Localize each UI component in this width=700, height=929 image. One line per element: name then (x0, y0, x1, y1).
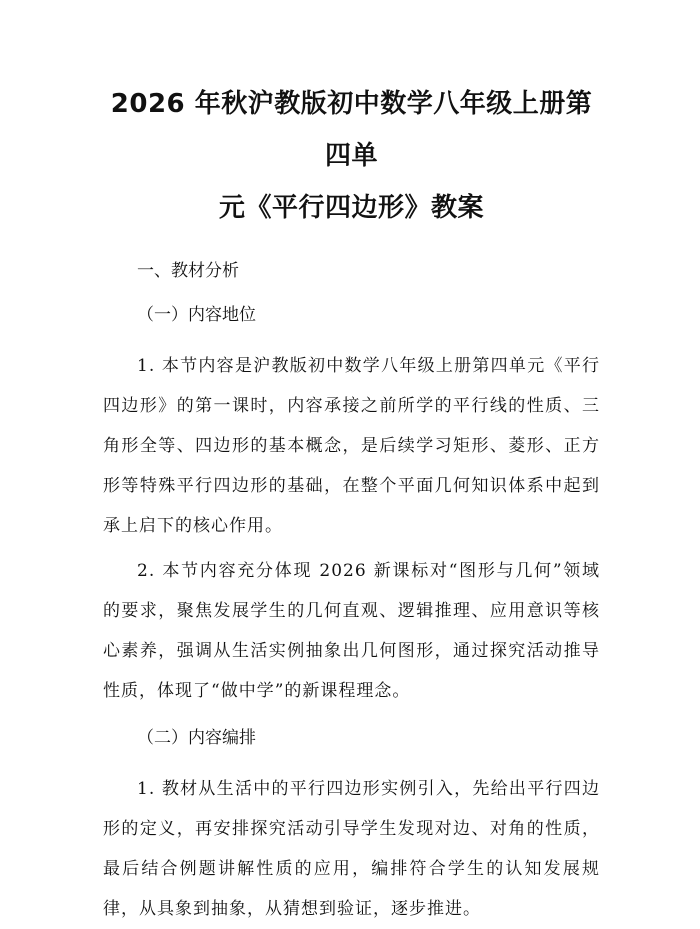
title-line-2: 元《平行四边形》教案 (218, 193, 484, 223)
paragraph-content-position-2: 2. 本节内容充分体现 2026 新课标对“图形与几何”领域的要求，聚焦发展学生的几何直观、逻辑推理、应用意识等核心素养，强调从生活实例抽象出几何图形，通过探究活动推导性质，体现了“做中学”的新课程理念。 (103, 561, 600, 701)
title-line-1: 2026 年秋沪教版初中数学八年级上册第四单 (110, 89, 593, 171)
section-heading-textbook-analysis: 一、教材分析 (137, 261, 239, 281)
paragraph-content-position-1: 1. 本节内容是沪教版初中数学八年级上册第四单元《平行四边形》的第一课时，内容承接之前所学的平行线的性质、三角形全等、四边形的基本概念，是后续学习矩形、菱形、正方形等特殊平行四边形的基础，在整个平面几何知识体系中起到承上启下的核心作用。 (103, 356, 600, 536)
paragraph-content-arrangement-1: 1. 教材从生活中的平行四边形实例引入，先给出平行四边形的定义，再安排探究活动引导学生发现对边、对角的性质，最后结合例题讲解性质的应用，编排符合学生的认知发展规律，从具象到抽象，从猜想到验证，逐步推进。 (103, 779, 600, 919)
subsection-heading-content-position: （一）内容地位 (137, 305, 256, 325)
document-title (103, 78, 600, 234)
subsection-heading-content-arrangement: （二）内容编排 (137, 728, 256, 748)
